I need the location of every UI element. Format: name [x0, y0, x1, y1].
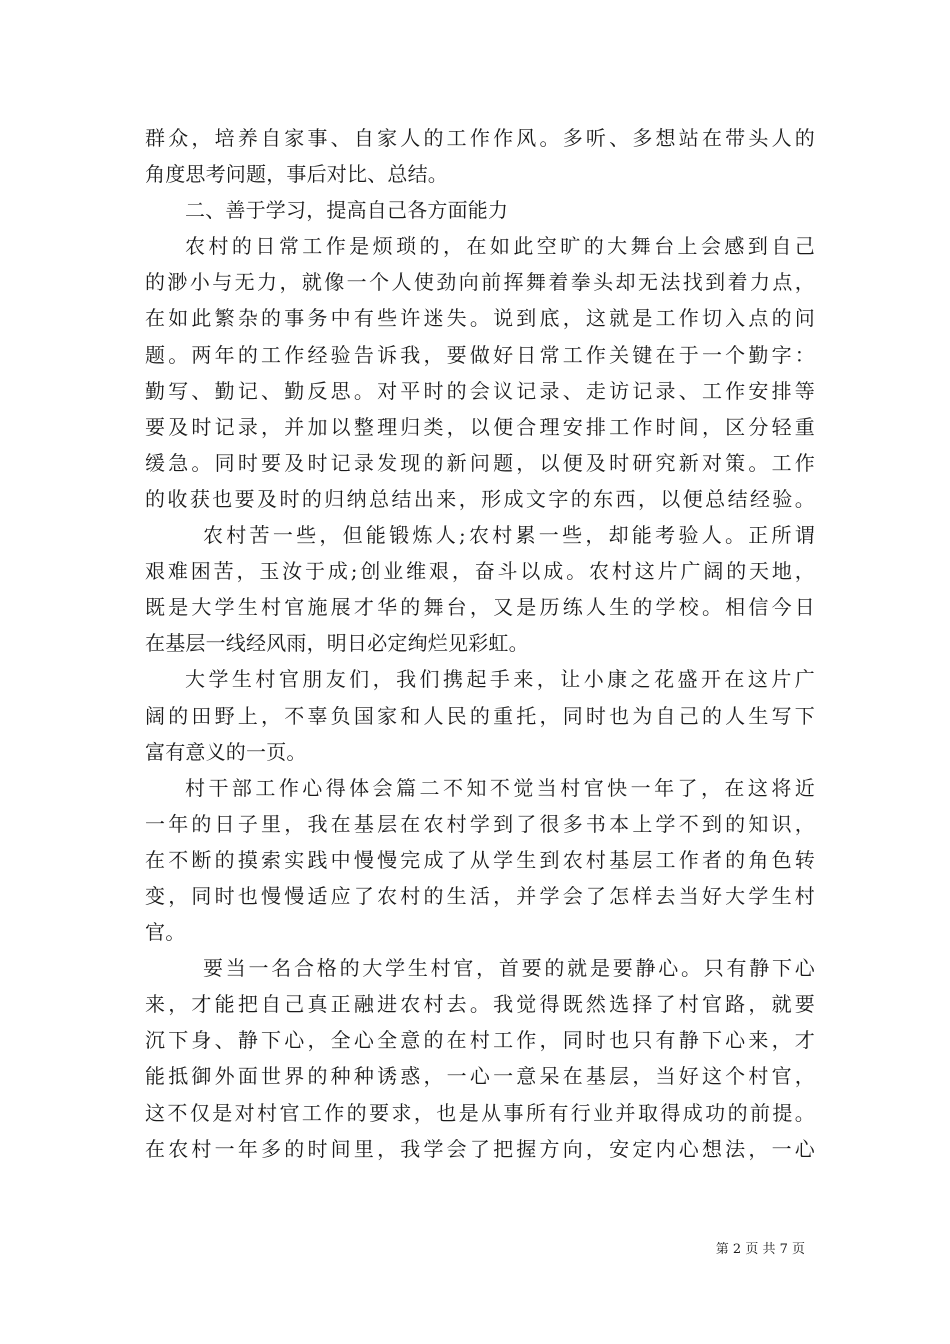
text-line: 群众，培养自家事、自家人的工作作风。多听、多想站在带头人的 — [145, 126, 815, 150]
text-line: 在基层一线经风雨，明日必定绚烂见彩虹。 — [145, 631, 529, 656]
text-line: 的渺小与无力，就像一个人使劲向前挥舞着拳头却无法找到着力点， — [145, 270, 815, 295]
text-line: 题。两年的工作经验告诉我，要做好日常工作关键在于一个勤字： — [145, 342, 815, 367]
text-line: 缓急。同时要及时记录发现的新问题，以便及时研究新对策。工作 — [145, 450, 815, 475]
text-line: 大学生村官朋友们，我们携起手来，让小康之花盛开在这片广 — [185, 667, 815, 692]
text-line: 沉下身、静下心，全心全意的在村工作，同时也只有静下心来，才 — [145, 1028, 815, 1053]
paragraph — [145, 517, 815, 661]
paragraph — [145, 661, 815, 769]
text-line: 角度思考问题，事后对比、总结。 — [145, 162, 448, 187]
paragraph — [145, 120, 815, 192]
text-line: 农村苦一些，但能锻炼人;农村累一些，却能考验人。正所谓 — [203, 523, 815, 548]
text-line: 富有意义的一页。 — [145, 739, 307, 764]
text-line: 来，才能把自己真正融进农村去。我觉得既然选择了村官路，就要 — [145, 992, 815, 1017]
text-line: 的收获也要及时的归纳总结出来，形成文字的东西，以便总结经验。 — [145, 486, 815, 511]
text-line: 要及时记录，并加以整理归类，以便合理安排工作时间，区分轻重 — [145, 414, 815, 439]
text-line: 阔的田野上，不辜负国家和人民的重托，同时也为自己的人生写下 — [145, 703, 815, 728]
section-heading — [145, 192, 815, 228]
document-body — [145, 120, 815, 1167]
text-line: 勤写、勤记、勤反思。对平时的会议记录、走访记录、工作安排等 — [145, 378, 815, 403]
text-line: 在如此繁杂的事务中有些许迷失。说到底，这就是工作切入点的问 — [145, 306, 815, 331]
text-line: 在不断的摸索实践中慢慢完成了从学生到农村基层工作者的角色转 — [145, 847, 815, 872]
paragraph — [145, 770, 815, 950]
text-line: 这不仅是对村官工作的要求，也是从事所有行业并取得成功的前提。 — [145, 1100, 815, 1125]
text-line: 在农村一年多的时间里，我学会了把握方向，安定内心想法，一心 — [145, 1136, 815, 1161]
text-line: 要当一名合格的大学生村官，首要的就是要静心。只有静下心 — [203, 956, 815, 981]
text-line: 艰难困苦，玉汝于成;创业维艰，奋斗以成。农村这片广阔的天地， — [145, 559, 815, 584]
text-line: 一年的日子里，我在基层在农村学到了很多书本上学不到的知识， — [145, 811, 815, 836]
paragraph — [145, 950, 815, 1167]
text-line: 变，同时也慢慢适应了农村的生活，并学会了怎样去当好大学生村 — [145, 883, 815, 908]
text-line: 村干部工作心得体会篇二不知不觉当村官快一年了，在这将近 — [185, 775, 815, 800]
text-line: 能抵御外面世界的种种诱惑，一心一意呆在基层，当好这个村官， — [145, 1064, 815, 1089]
page-number-footer: 第 2 页 共 7 页 — [715, 1242, 805, 1257]
text-line: 二、善于学习，提高自己各方面能力 — [185, 198, 509, 223]
text-line: 官。 — [145, 920, 186, 945]
text-line: 农村的日常工作是烦琐的，在如此空旷的大舞台上会感到自己 — [185, 234, 815, 259]
text-line: 既是大学生村官施展才华的舞台，又是历练人生的学校。相信今日 — [145, 595, 815, 620]
paragraph — [145, 228, 815, 517]
